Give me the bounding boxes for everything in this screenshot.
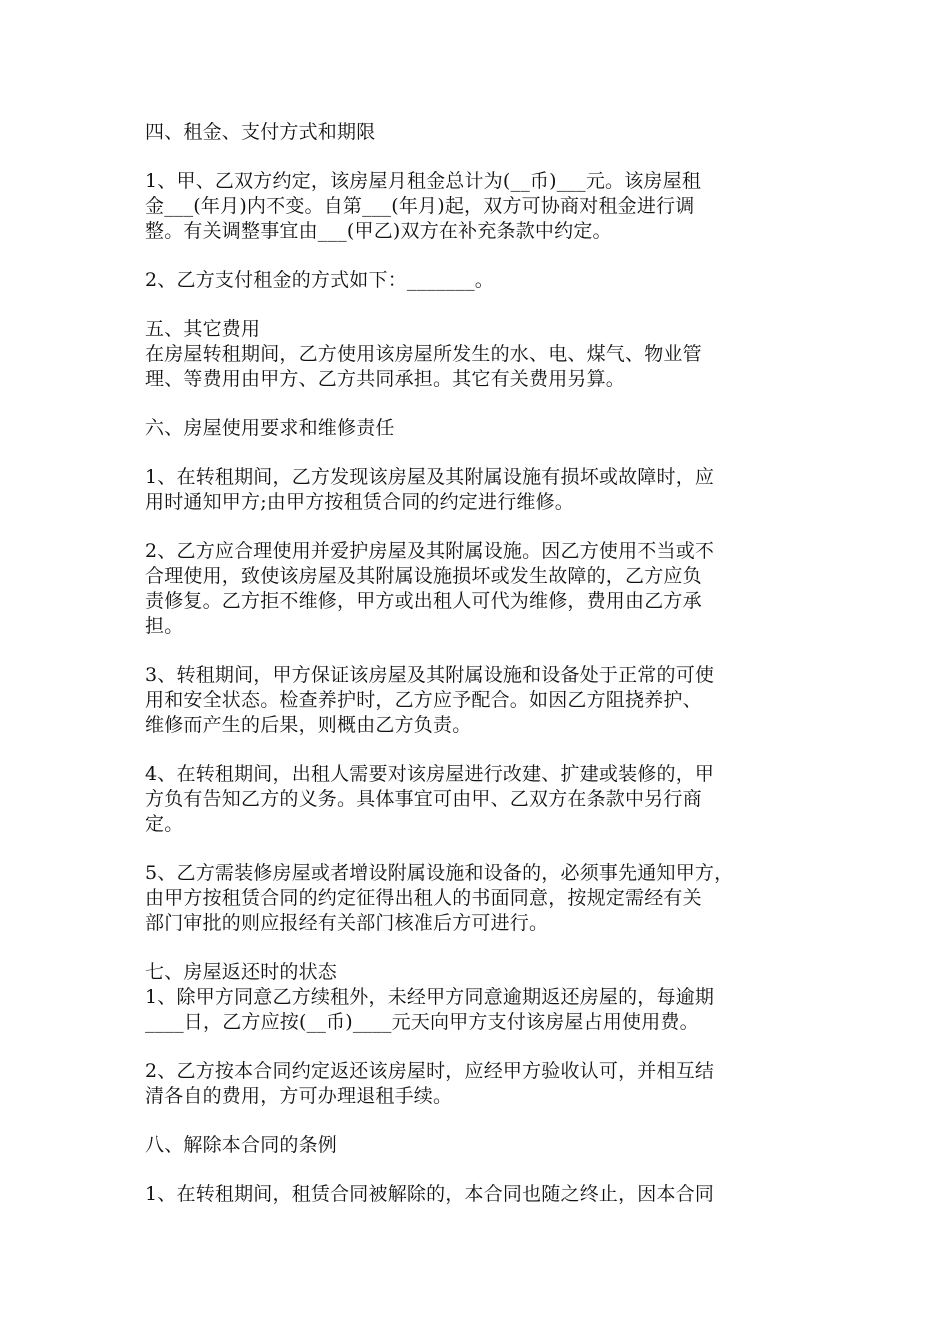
text-line: 3、转租期间，甲方保证该房屋及其附属设施和设备处于正常的可使 <box>145 664 715 686</box>
text-line: 1、在转租期间，乙方发现该房屋及其附属设施有损坏或故障时，应 <box>145 466 715 488</box>
paragraph-gap <box>145 293 815 317</box>
text-line: 5、乙方需装修房屋或者增设附属设施和设备的，必须事先通知甲方， <box>145 862 734 884</box>
document-body <box>145 120 815 1207</box>
text-line: 八、解除本合同的条例 <box>145 1134 338 1156</box>
text-line: 担。 <box>145 615 184 637</box>
paragraph-gap <box>145 441 815 465</box>
text-line: 在房屋转租期间，乙方使用该房屋所发生的水、电、煤气、物业管 <box>145 343 702 365</box>
paragraph-gap <box>145 244 815 268</box>
text-line: 六、房屋使用要求和维修责任 <box>145 417 395 439</box>
text-line: 方负有告知乙方的义务。具体事宜可由甲、乙双方在条款中另行商 <box>145 788 702 810</box>
text-line: 清各自的费用，方可办理退租手续。 <box>145 1085 453 1107</box>
text-line: 2、乙方按本合同约定返还该房屋时，应经甲方验收认可，并相互结 <box>145 1060 715 1082</box>
text-line: 由甲方按租赁合同的约定征得出租人的书面同意，按规定需经有关 <box>145 887 702 909</box>
text-line: ____日，乙方应按(__币)____元天向甲方支付该房屋占用使用费。 <box>145 1011 699 1033</box>
paragraph-gap <box>145 738 815 762</box>
text-line: 合理使用，致使该房屋及其附属设施损坏或发生故障的，乙方应负 <box>145 565 702 587</box>
paragraph-gap <box>145 837 815 861</box>
paragraph-gap <box>145 145 815 169</box>
text-line: 用时通知甲方;由甲方按租赁合同的约定进行维修。 <box>145 491 575 513</box>
text-line: 整。有关调整事宜由___(甲乙)双方在补充条款中约定。 <box>145 220 612 242</box>
text-line: 部门审批的则应报经有关部门核准后方可进行。 <box>145 912 549 934</box>
text-line: 4、在转租期间，出租人需要对该房屋进行改建、扩建或装修的，甲 <box>145 763 715 785</box>
text-line: 七、房屋返还时的状态 <box>145 961 338 983</box>
text-line: 1、在转租期间，租赁合同被解除的，本合同也随之终止，因本合同 <box>145 1183 715 1205</box>
text-line: 理、等费用由甲方、乙方共同承担。其它有关费用另算。 <box>145 368 626 390</box>
paragraph-gap <box>145 1109 815 1133</box>
paragraph-gap <box>145 936 815 960</box>
text-line: 2、乙方应合理使用并爱护房屋及其附属设施。因乙方使用不当或不 <box>145 540 715 562</box>
paragraph-gap <box>145 1035 815 1059</box>
paragraph-gap <box>145 515 815 539</box>
text-line: 维修而产生的后果，则概由乙方负责。 <box>145 714 472 736</box>
text-line: 定。 <box>145 813 184 835</box>
text-line: 用和安全状态。检查养护时，乙方应予配合。如因乙方阻挠养护、 <box>145 689 702 711</box>
text-line: 1、甲、乙双方约定，该房屋月租金总计为(__币)___元。该房屋租 <box>145 170 702 192</box>
paragraph-gap <box>145 392 815 416</box>
text-line: 金___(年月)内不变。自第___(年月)起，双方可协商对租金进行调 <box>145 195 695 217</box>
text-line: 四、租金、支付方式和期限 <box>145 121 376 143</box>
text-line: 责修复。乙方拒不维修，甲方或出租人可代为维修，费用由乙方承 <box>145 590 702 612</box>
text-line: 1、除甲方同意乙方续租外，未经甲方同意逾期返还房屋的，每逾期 <box>145 986 715 1008</box>
paragraph-gap <box>145 639 815 663</box>
text-line: 2、乙方支付租金的方式如下：_______。 <box>145 269 494 291</box>
paragraph-gap <box>145 1158 815 1182</box>
text-line: 五、其它费用 <box>145 318 261 340</box>
